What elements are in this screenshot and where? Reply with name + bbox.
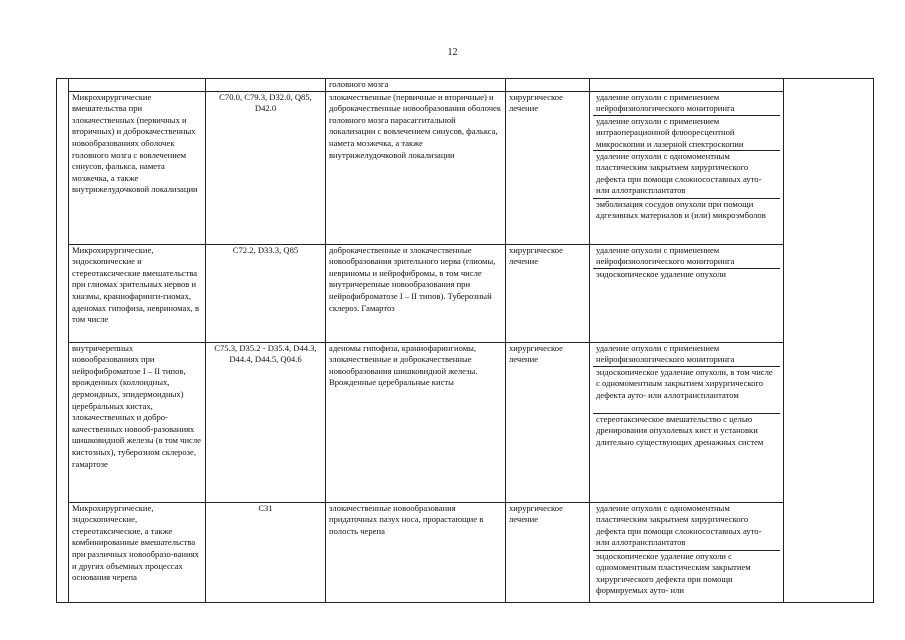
intervention-name: Микрохирургические, эндоскопические и стереотаксические вмешательства при глиомах зрительных нервов и хиазмы, краниофаринги-гиомах, аденомах гипофиза, невриномах, в том числе [69, 244, 206, 342]
method-item: эндоскопическое удаление опухоли [596, 268, 727, 279]
table-row [57, 79, 874, 92]
icd-codes [206, 79, 326, 92]
page-number: 12 [447, 47, 458, 58]
treatment-method [590, 79, 784, 92]
treatment-type: хирургическое лечение [506, 342, 590, 502]
method-item: удаление опухоли с применением нейрофизиологического мониторинга [593, 343, 780, 367]
icd-codes: C75.3, D35.2 - D35.4, D44.3, D44.4, D44.5, Q04.6 [206, 342, 326, 502]
icd-codes: C72.2, D33.3, Q85 [206, 244, 326, 342]
intervention-name: Микрохирургические, эндоскопические, стереотаксические, а также комбинированные вмешательства при различных новообразо-ваниях и других объемных процессах основания черепа [69, 502, 206, 602]
patient-model: головного мозга [326, 79, 506, 92]
treatment-type: хирургическое лечение [506, 91, 590, 244]
method-item: удаление опухоли с одномоментным пластическим закрытием хирургического дефекта при помощи сложносоставных ауто- или аллотрансплантатов [593, 151, 780, 199]
treatment-methods [590, 342, 784, 502]
treatment-methods [590, 502, 784, 602]
method-item: эндоскопическое удаление опухоли, в том числе с одномоментным закрытием хирургического дефекта ауто- или аллотрансплантатом [593, 367, 780, 414]
patient-model: злокачественные новообразования придаточных пазух носа, прорастающие в полость черепа [326, 502, 506, 602]
treatment-type: хирургическое лечение [506, 502, 590, 602]
norm-column [784, 79, 874, 603]
table-row [57, 342, 874, 502]
intervention-name [69, 79, 206, 92]
index-column [57, 79, 69, 603]
treatment-methods [590, 91, 784, 244]
method-item: удаление опухоли с применением нейрофизиологического мониторинга [593, 245, 780, 269]
vmp-table [56, 78, 874, 603]
method-item: удаление опухоли с применением нейрофизиологического мониторинга [593, 92, 780, 116]
icd-codes: C70.0, C79.3, D32.0, Q85, D42.0 [206, 91, 326, 244]
patient-model: злокачественные (первичные и вторичные) и доброкачественные новообразования оболочек головного мозга парасаггитальной локализации с вовлечением синусов, фалькса, намета мозжечка, а также внутрижелудочковой локализации [326, 91, 506, 244]
method-item: эндоскопическое удаление опухоли с одномоментным пластическим закрытием хирургического дефекта при помощи формируемых ауто- или [596, 550, 751, 596]
method-item: стереотаксическое вмешательство с целью дренирования опухолевых кист и установки длительно существующих дренажных систем [596, 413, 764, 447]
treatment-type: хирургическое лечение [506, 244, 590, 342]
intervention-name: Микрохирургические вмешательства при злокачественных (первичных и вторичных) и доброкачественных новообразованиях оболочек головного мозга с вовлечением синусов, фалькса, намета мозжечка, а также внутрижелудочковой локализации [69, 91, 206, 244]
method-item: удаление опухоли с применением интраоперационной флюоресцентной микроскопии и лазерной спектроскопии [593, 116, 780, 151]
table-row [57, 502, 874, 602]
method-item: удаление опухоли с одномоментным пластическим закрытием хирургического дефекта при помощи сложносоставных ауто- или аллотрансплантатов [593, 503, 780, 551]
method-item: эмболизация сосудов опухоли при помощи адгезивных материалов и (или) микроэмболов [596, 198, 766, 221]
intervention-name-continued: внутричерепных новообразованиях при нейрофиброматозе I – II типов, врожденных (коллоидных, дермоидных, эпидермоидных) церебральных кистах, злокачественных и добро-качественных новооб-разованиях шишковидной железы (в том числе кистозных), туберозном склерозе, гамартозе [69, 342, 206, 502]
treatment-methods [590, 244, 784, 342]
patient-model: аденомы гипофиза, краниофарингиомы, злокачественные и доброкачественные новообразования шишковидной железы. Врожденные церебральные кисты [326, 342, 506, 502]
table-row [57, 244, 874, 342]
patient-model: доброкачественные и злокачественные новообразования зрительного нерва (глиомы, невриномы и нейрофибромы, в том числе внутричерепные новообразования при нейрофиброматозе I – II типов). Туберозный склероз. Гамартоз [326, 244, 506, 342]
treatment-type [506, 79, 590, 92]
table-row [57, 91, 874, 244]
icd-codes: C31 [206, 502, 326, 602]
